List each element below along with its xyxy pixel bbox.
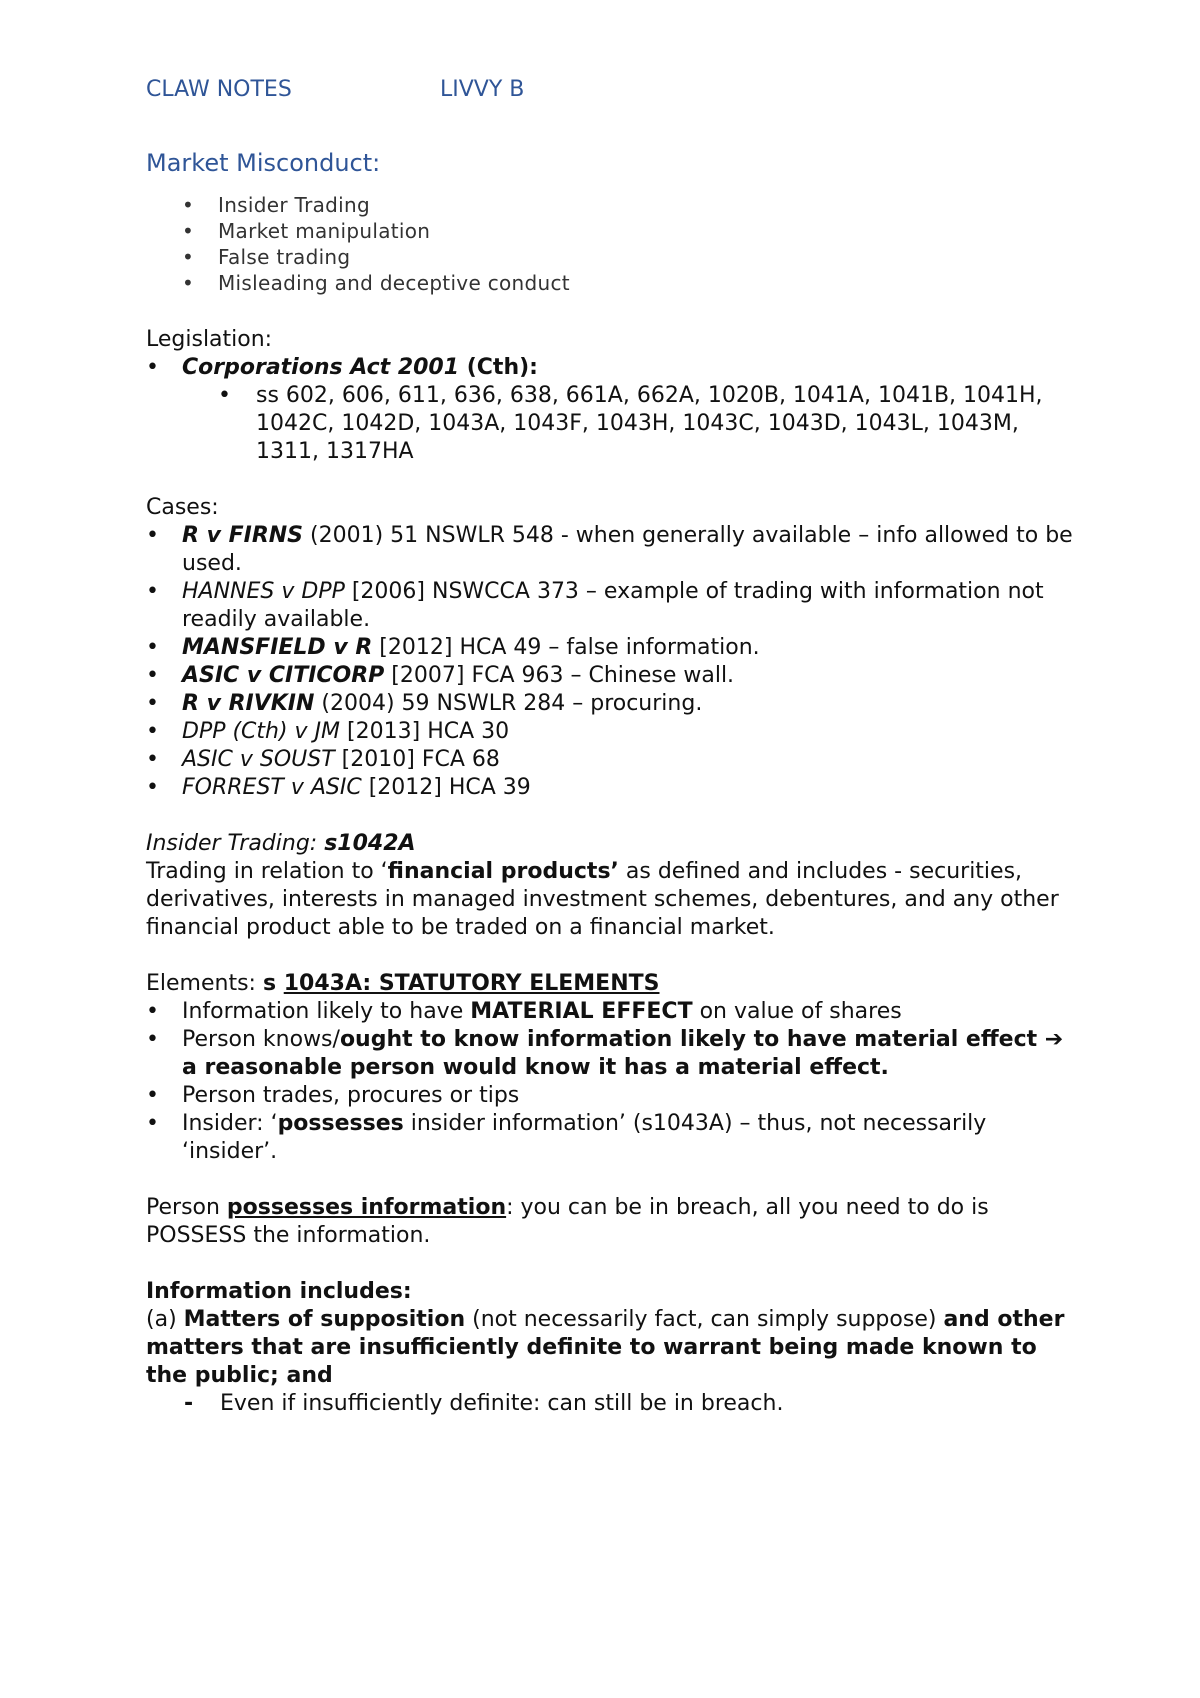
insider-heading-section: s1042A <box>324 831 416 856</box>
case-item <box>146 718 1076 746</box>
possesses-text: Person <box>146 1195 227 1220</box>
case-item <box>146 634 1076 662</box>
header-title: CLAW NOTES <box>146 77 292 102</box>
list-item: • False trading <box>146 244 1076 270</box>
element-bold: MATERIAL EFFECT <box>470 999 693 1024</box>
element-text: on value of shares <box>692 999 902 1024</box>
possesses-paragraph <box>146 1194 1076 1250</box>
sections-item: • ss 602, 606, 611, 636, 638, 661A, 662A, 1020B, 1041A, 1041B, 1041H, 1042C, 1042D, 1043A, 1043F, 1043H, 1043C, 1043D, 1043L, 1043M, 1311, 1317HA <box>146 382 1076 466</box>
element-bold: possesses <box>277 1111 404 1136</box>
paragraph-label: (a) <box>146 1307 184 1332</box>
element-text: insider information’ (s1043A) – thus, not necessarily ‘insider’. <box>182 1111 987 1164</box>
case-item <box>146 522 1076 578</box>
case-name: R v RIVKIN <box>182 691 315 716</box>
case-citation: [2007] FCA 963 – Chinese wall. <box>384 663 735 688</box>
insider-trading-paragraph <box>146 858 1076 942</box>
sections-list <box>146 382 1076 466</box>
case-item <box>146 578 1076 634</box>
dash-item: - Even if insufficiently definite: can still be in breach. <box>146 1390 1076 1418</box>
element-text: Insider: ‘ <box>182 1111 278 1136</box>
cases-section <box>146 494 1076 802</box>
case-name: HANNES v DPP <box>182 579 345 604</box>
elements-label: Elements: <box>146 971 263 996</box>
case-name: FORREST v ASIC <box>182 775 362 800</box>
legislation-heading: Legislation: <box>146 327 273 352</box>
information-heading-text: Information includes: <box>146 1279 412 1304</box>
element-text: Information likely to have <box>182 999 471 1024</box>
cases-heading: Cases: <box>146 495 219 520</box>
cases-list <box>146 522 1076 802</box>
insider-text: Trading in relation to ‘ <box>146 859 388 884</box>
case-citation: [2013] HCA 30 <box>340 719 510 744</box>
elements-heading <box>146 970 1076 998</box>
list-item <box>146 354 1076 382</box>
case-name: R v FIRNS <box>182 523 304 548</box>
document-page <box>146 72 1076 1418</box>
element-item <box>146 998 1076 1026</box>
possesses-text: : you can be in breach, all you need to do is POSSESS the information. <box>146 1195 989 1248</box>
market-misconduct-heading: Market Misconduct: <box>146 149 381 177</box>
element-item <box>146 1110 1076 1166</box>
case-item <box>146 662 1076 690</box>
page-header <box>146 72 1076 108</box>
elements-section <box>146 970 1076 1166</box>
information-paragraph-a <box>146 1306 1076 1390</box>
elements-list <box>146 998 1076 1166</box>
market-misconduct-list <box>146 192 1076 296</box>
list-item: • Insider Trading <box>146 192 1076 218</box>
insider-text: as defined and includes - securities, derivatives, interests in managed investment schemes, debentures, and any other financial product able to be traded on a financial market. <box>146 859 1059 940</box>
list-item: • Market manipulation <box>146 218 1076 244</box>
case-citation: (2004) 59 NSWLR 284 – procuring. <box>314 691 703 716</box>
header-author: LIVVY B <box>440 77 525 102</box>
case-citation: [2012] HCA 49 – false information. <box>372 635 760 660</box>
case-citation: [2006] NSWCCA 373 – example of trading with information not readily available. <box>182 579 1044 632</box>
financial-products-term: financial products’ <box>387 859 619 884</box>
case-citation: [2012] HCA 39 <box>361 775 531 800</box>
case-item <box>146 690 1076 718</box>
case-item <box>146 746 1076 774</box>
case-item <box>146 774 1076 802</box>
case-name: DPP (Cth) v JM <box>182 719 341 744</box>
case-name: ASIC v CITICORP <box>182 663 385 688</box>
information-bold: and other matters that are insufficiently definite to warrant being made known to the public; and <box>146 1307 1065 1388</box>
legislation-list <box>146 354 1076 382</box>
information-section <box>146 1278 1076 1418</box>
insider-trading-heading <box>146 830 1076 858</box>
act-suffix: (Cth): <box>459 355 538 380</box>
information-heading <box>146 1278 1076 1306</box>
list-item: • Misleading and deceptive conduct <box>146 270 1076 296</box>
element-text: Person knows/ <box>182 1027 340 1052</box>
case-citation: (2001) 51 NSWLR 548 - when generally available – info allowed to be used. <box>182 523 1073 576</box>
elements-s: s <box>262 971 284 996</box>
possesses-term: possesses information <box>226 1195 507 1220</box>
element-item: • Person trades, procures or tips <box>146 1082 1076 1110</box>
insider-heading-text: Insider Trading: <box>146 831 325 856</box>
case-citation: [2010] FCA 68 <box>334 747 500 772</box>
supposition-term: Matters of supposition <box>183 1307 466 1332</box>
elements-title: 1043A: STATUTORY ELEMENTS <box>283 971 660 996</box>
information-dash-list <box>146 1390 1076 1418</box>
information-text: (not necessarily fact, can simply suppose) <box>465 1307 937 1332</box>
legislation-section <box>146 326 1076 466</box>
case-name: ASIC v SOUST <box>182 747 335 772</box>
case-name: MANSFIELD v R <box>182 635 373 660</box>
insider-trading-section <box>146 830 1076 942</box>
element-bold: ought to know information likely to have material effect ➔ a reasonable person would know it has a material effect. <box>182 1027 1064 1080</box>
element-item <box>146 1026 1076 1082</box>
act-name: Corporations Act 2001 <box>182 355 460 380</box>
